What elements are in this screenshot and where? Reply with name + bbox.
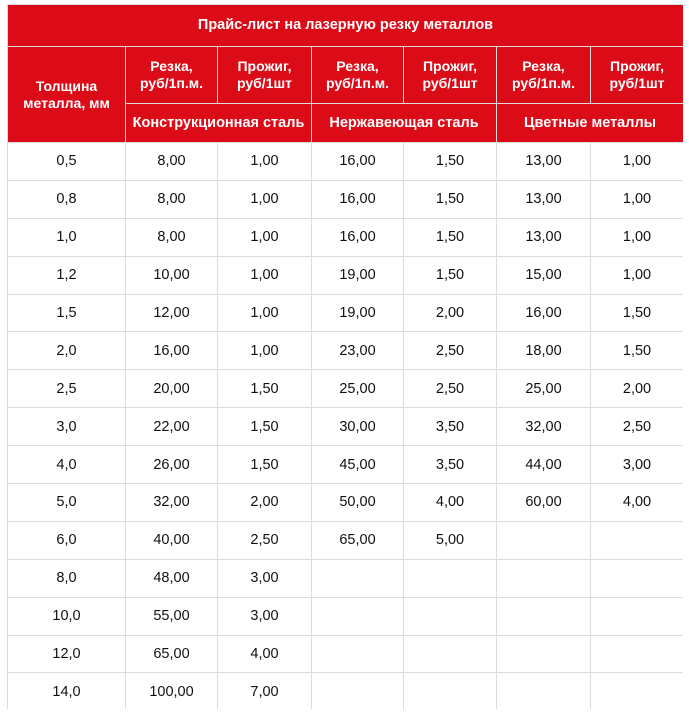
stainless-cut-cell: 65,00 [312,521,404,559]
stainless-pierce-cell: 3,50 [404,408,497,446]
nonferrous-cut-cell [497,597,591,635]
nonferrous-cut-cell: 13,00 [497,143,591,181]
structural-pierce-cell: 4,00 [218,635,312,673]
structural-cut-cell: 20,00 [126,370,218,408]
header-cut-stainless [312,47,404,104]
table-row [8,673,684,709]
stainless-pierce-cell: 2,50 [404,332,497,370]
structural-pierce-cell: 3,00 [218,597,312,635]
structural-cut-cell: 8,00 [126,180,218,218]
thickness-header-line2: металла, мм [23,94,110,111]
table-row [8,521,684,559]
nonferrous-pierce-cell: 2,50 [591,408,684,446]
group-structural-steel: Конструкционная сталь [126,104,312,143]
table-row [8,332,684,370]
thickness-cell: 5,0 [8,484,126,522]
nonferrous-cut-cell: 32,00 [497,408,591,446]
thickness-cell: 14,0 [8,673,126,709]
pierce-label-line2: руб/1шт [422,75,478,91]
cut-label-line1: Резка, [150,58,193,74]
stainless-cut-cell: 25,00 [312,370,404,408]
nonferrous-pierce-cell: 1,00 [591,143,684,181]
cut-label-line2: руб/1п.м. [325,75,390,91]
stainless-pierce-cell: 2,00 [404,294,497,332]
pierce-label-line1: Прожиг, [237,58,292,74]
nonferrous-pierce-cell [591,673,684,709]
nonferrous-cut-cell [497,673,591,709]
nonferrous-pierce-cell: 1,00 [591,218,684,256]
nonferrous-pierce-cell: 4,00 [591,484,684,522]
nonferrous-pierce-cell: 3,00 [591,446,684,484]
table-row [8,218,684,256]
table-row [8,180,684,218]
nonferrous-cut-cell: 15,00 [497,256,591,294]
pierce-label-line1: Прожиг, [422,58,477,74]
table-row [8,143,684,181]
stainless-cut-cell: 16,00 [312,218,404,256]
table-header [8,5,684,143]
stainless-cut-cell: 16,00 [312,180,404,218]
thickness-cell: 2,0 [8,332,126,370]
structural-pierce-cell: 1,00 [218,143,312,181]
nonferrous-cut-cell: 18,00 [497,332,591,370]
stainless-pierce-cell [404,635,497,673]
stainless-pierce-cell: 1,50 [404,256,497,294]
nonferrous-cut-cell: 13,00 [497,218,591,256]
thickness-cell: 1,2 [8,256,126,294]
thickness-cell: 1,0 [8,218,126,256]
structural-cut-cell: 10,00 [126,256,218,294]
structural-cut-cell: 22,00 [126,408,218,446]
structural-pierce-cell: 1,00 [218,332,312,370]
stainless-pierce-cell: 3,50 [404,446,497,484]
nonferrous-pierce-cell: 1,00 [591,256,684,294]
table-row [8,484,684,522]
thickness-cell: 0,5 [8,143,126,181]
thickness-cell: 12,0 [8,635,126,673]
table-row [8,256,684,294]
stainless-cut-cell: 19,00 [312,256,404,294]
stainless-cut-cell: 45,00 [312,446,404,484]
stainless-cut-cell: 19,00 [312,294,404,332]
structural-cut-cell: 8,00 [126,218,218,256]
structural-pierce-cell: 1,50 [218,370,312,408]
header-pierce-structural [218,47,312,104]
nonferrous-cut-cell: 44,00 [497,446,591,484]
structural-pierce-cell: 2,00 [218,484,312,522]
stainless-pierce-cell: 2,50 [404,370,497,408]
title-row [8,5,684,47]
nonferrous-pierce-cell: 1,50 [591,294,684,332]
stainless-cut-cell [312,635,404,673]
structural-cut-cell: 40,00 [126,521,218,559]
nonferrous-cut-cell: 60,00 [497,484,591,522]
stainless-cut-cell [312,559,404,597]
structural-cut-cell: 48,00 [126,559,218,597]
stainless-pierce-cell [404,673,497,709]
structural-pierce-cell: 7,00 [218,673,312,709]
structural-pierce-cell: 1,00 [218,256,312,294]
nonferrous-cut-cell: 25,00 [497,370,591,408]
cut-label-line1: Резка, [522,58,565,74]
nonferrous-cut-cell: 13,00 [497,180,591,218]
thickness-cell: 6,0 [8,521,126,559]
structural-cut-cell: 32,00 [126,484,218,522]
stainless-pierce-cell: 1,50 [404,218,497,256]
nonferrous-pierce-cell [591,597,684,635]
structural-cut-cell: 100,00 [126,673,218,709]
stainless-pierce-cell: 1,50 [404,180,497,218]
nonferrous-pierce-cell [591,635,684,673]
nonferrous-pierce-cell [591,521,684,559]
group-stainless-steel: Нержавеющая сталь [312,104,497,143]
structural-pierce-cell: 1,50 [218,446,312,484]
structural-cut-cell: 12,00 [126,294,218,332]
structural-cut-cell: 8,00 [126,143,218,181]
thickness-header [8,47,126,143]
stainless-pierce-cell: 4,00 [404,484,497,522]
stainless-pierce-cell [404,597,497,635]
group-nonferrous-metals: Цветные металлы [497,104,684,143]
stainless-cut-cell: 23,00 [312,332,404,370]
table-body [8,143,684,710]
structural-pierce-cell: 1,00 [218,180,312,218]
nonferrous-pierce-cell [591,559,684,597]
stainless-cut-cell: 50,00 [312,484,404,522]
table-row [8,446,684,484]
thickness-header-line1: Толщина [35,77,98,94]
structural-pierce-cell: 1,00 [218,294,312,332]
pierce-label-line2: руб/1шт [236,75,292,91]
cut-label-line1: Резка, [336,58,379,74]
nonferrous-pierce-cell: 1,00 [591,180,684,218]
table-row [8,408,684,446]
nonferrous-cut-cell [497,559,591,597]
stainless-pierce-cell: 1,50 [404,143,497,181]
stainless-pierce-cell [404,559,497,597]
header-pierce-stainless [404,47,497,104]
table-title: Прайс-лист на лазерную резку металлов [8,5,684,47]
thickness-cell: 10,0 [8,597,126,635]
stainless-cut-cell: 30,00 [312,408,404,446]
structural-pierce-cell: 2,50 [218,521,312,559]
stainless-cut-cell [312,597,404,635]
nonferrous-cut-cell: 16,00 [497,294,591,332]
stainless-cut-cell: 16,00 [312,143,404,181]
header-cut-nonferrous [497,47,591,104]
table-row [8,370,684,408]
table-row [8,294,684,332]
thickness-cell: 3,0 [8,408,126,446]
nonferrous-cut-cell [497,521,591,559]
thickness-cell: 8,0 [8,559,126,597]
pierce-label-line2: руб/1шт [609,75,665,91]
structural-cut-cell: 26,00 [126,446,218,484]
table-row [8,597,684,635]
structural-pierce-cell: 1,00 [218,218,312,256]
pierce-label-line1: Прожиг, [610,58,665,74]
table-row [8,635,684,673]
stainless-pierce-cell: 5,00 [404,521,497,559]
stainless-cut-cell [312,673,404,709]
nonferrous-pierce-cell: 1,50 [591,332,684,370]
subheader-row [8,47,684,104]
cut-label-line2: руб/1п.м. [511,75,576,91]
structural-cut-cell: 65,00 [126,635,218,673]
header-cut-structural [126,47,218,104]
thickness-cell: 0,8 [8,180,126,218]
header-pierce-nonferrous [591,47,684,104]
thickness-cell: 2,5 [8,370,126,408]
price-table [7,4,683,709]
structural-pierce-cell: 3,00 [218,559,312,597]
structural-cut-cell: 55,00 [126,597,218,635]
structural-cut-cell: 16,00 [126,332,218,370]
structural-pierce-cell: 1,50 [218,408,312,446]
nonferrous-pierce-cell: 2,00 [591,370,684,408]
cut-label-line2: руб/1п.м. [139,75,204,91]
table-row [8,559,684,597]
thickness-cell: 1,5 [8,294,126,332]
nonferrous-cut-cell [497,635,591,673]
thickness-cell: 4,0 [8,446,126,484]
price-list-container [7,4,683,709]
